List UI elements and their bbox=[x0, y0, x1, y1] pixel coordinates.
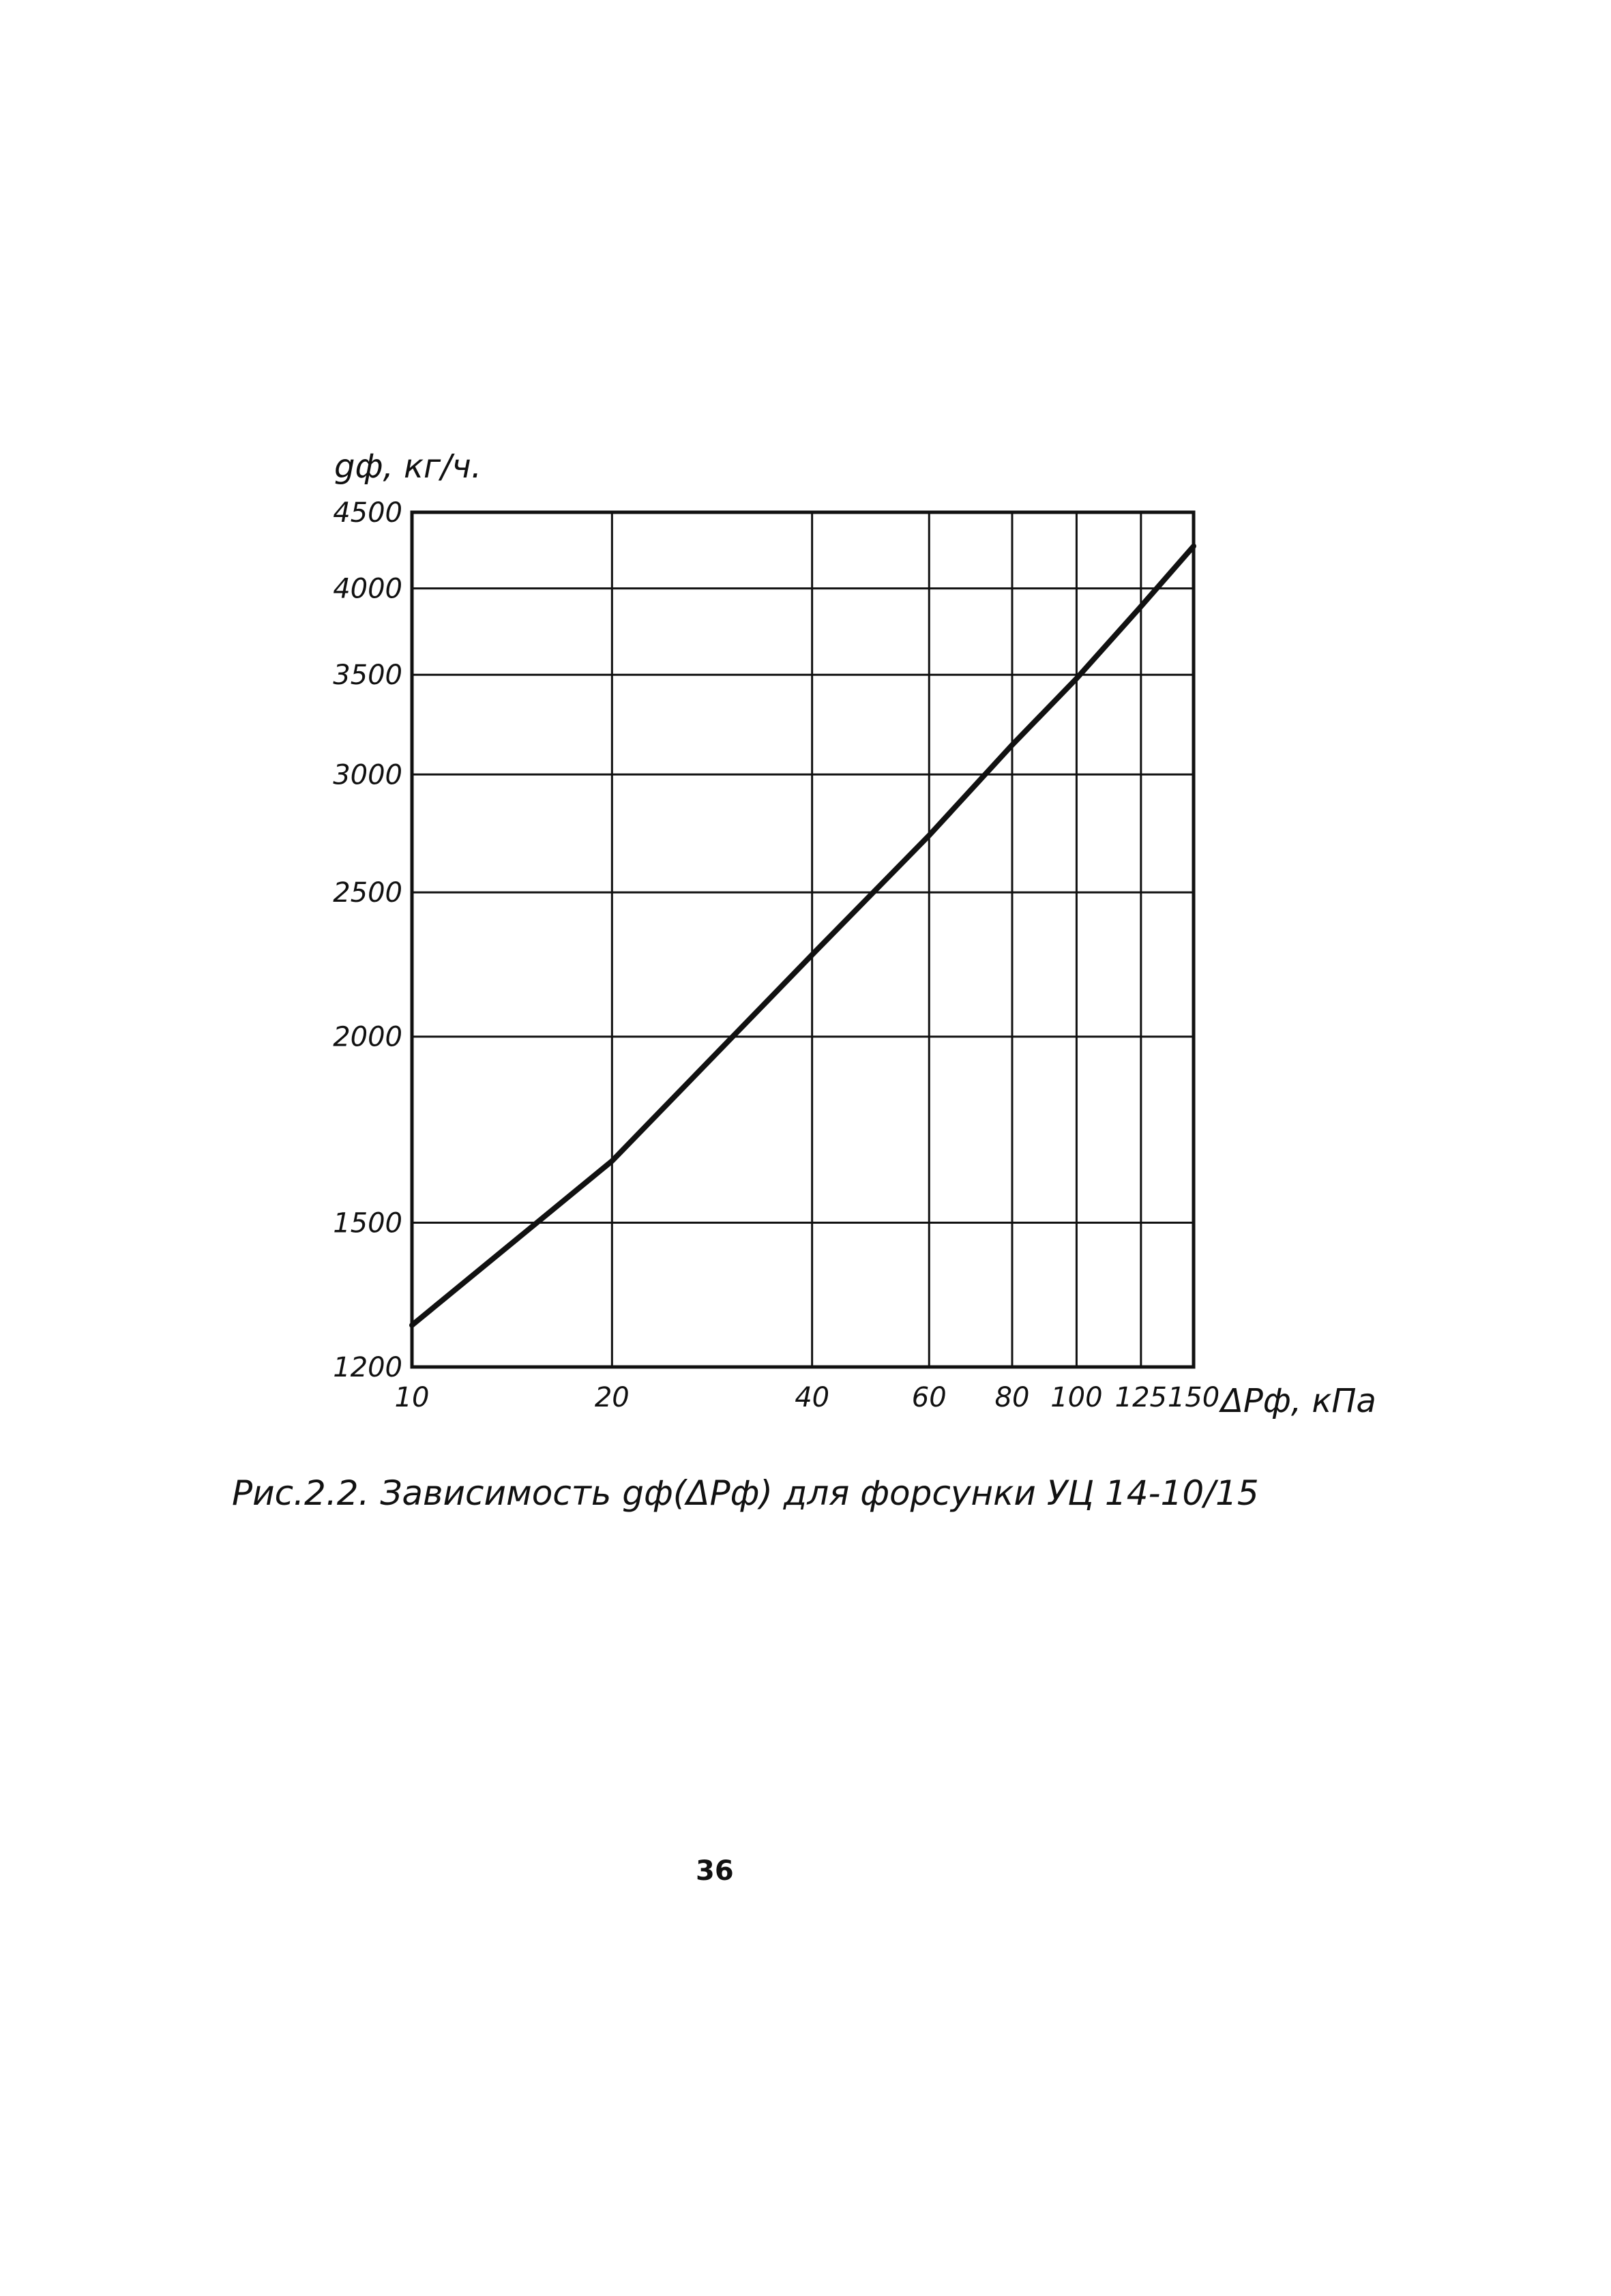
y-tick-labels bbox=[333, 497, 402, 1383]
x-tick-label: 125 bbox=[1114, 1382, 1168, 1413]
figure-caption: Рис.2.2. Зависимость gф(ΔPф) для форсунки УЦ 14-10/15 bbox=[232, 1473, 1259, 1513]
y-axis-label: gф, кг/ч. bbox=[334, 447, 482, 486]
x-tick-label: 40 bbox=[795, 1382, 830, 1413]
y-tick-label: 3000 bbox=[333, 759, 402, 791]
x-axis-label: ΔPф, кПа bbox=[1221, 1382, 1376, 1420]
x-tick-label: 10 bbox=[394, 1382, 430, 1413]
x-tick-label: 80 bbox=[994, 1382, 1030, 1413]
y-tick-label: 3500 bbox=[333, 660, 402, 692]
x-tick-label: 100 bbox=[1050, 1382, 1103, 1413]
y-tick-label: 2000 bbox=[333, 1021, 402, 1053]
y-tick-label: 4000 bbox=[333, 573, 402, 605]
x-tick-labels bbox=[395, 1382, 1220, 1413]
x-tick-label: 150 bbox=[1167, 1382, 1220, 1413]
y-tick-label: 1200 bbox=[333, 1352, 402, 1383]
y-tick-label: 1500 bbox=[333, 1207, 402, 1239]
x-tick-label: 20 bbox=[594, 1382, 630, 1413]
y-tick-label: 4500 bbox=[333, 497, 402, 529]
y-tick-label: 2500 bbox=[333, 877, 402, 909]
page-number: 36 bbox=[696, 1855, 734, 1887]
x-grid bbox=[412, 512, 1194, 1367]
x-tick-label: 60 bbox=[911, 1382, 947, 1413]
